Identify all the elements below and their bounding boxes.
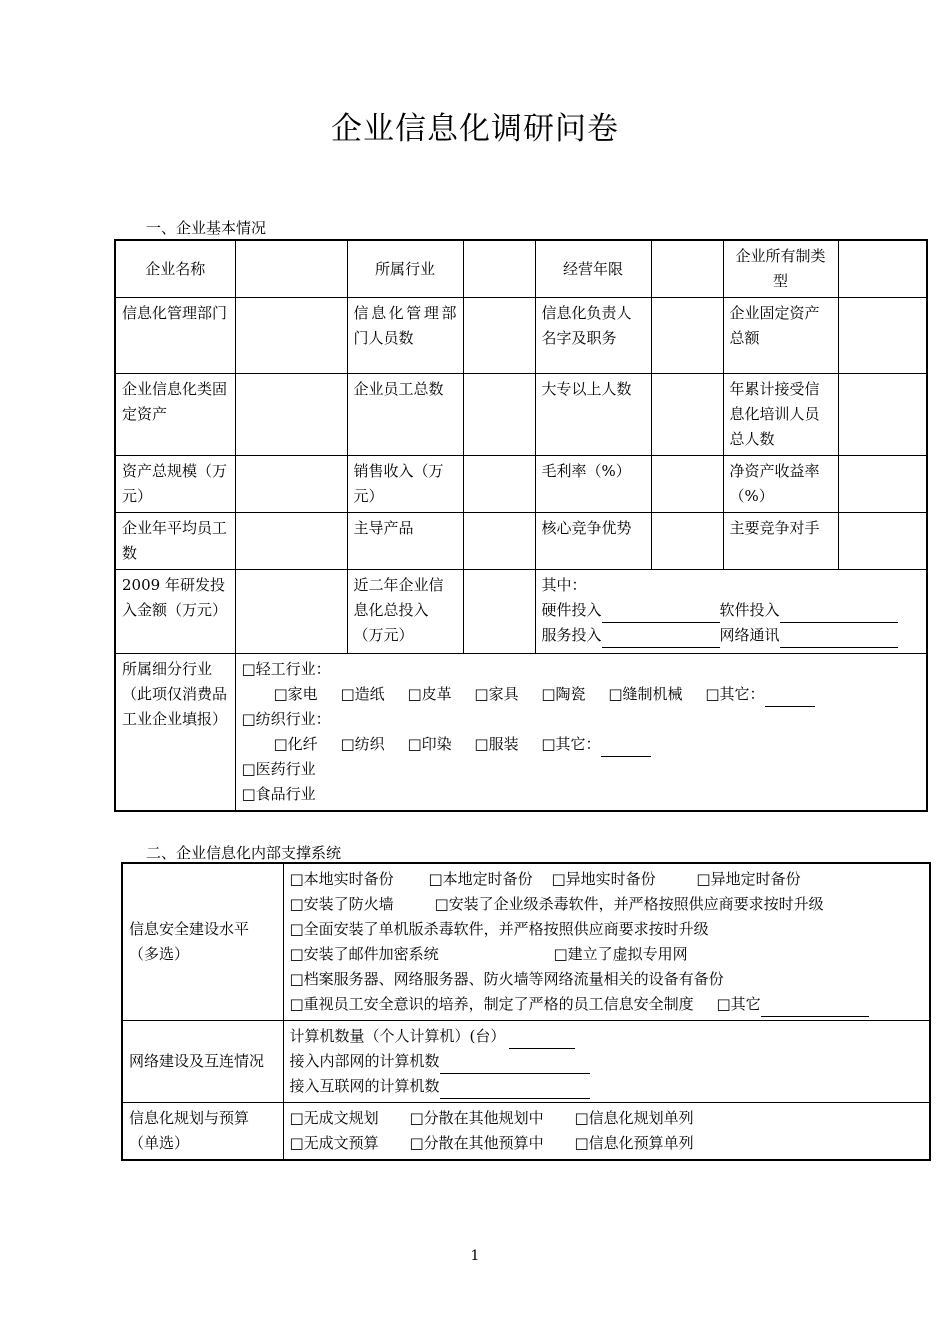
option-firewall[interactable]: □安装了防火墙 <box>289 895 394 913</box>
security-options <box>283 863 930 1021</box>
label-internet-count: 接入互联网的计算机数 <box>289 1077 440 1095</box>
label-sales: 销售收入（万元） <box>347 456 463 513</box>
option-plan-in-other[interactable]: □分散在其他规划中 <box>409 1109 544 1127</box>
option-local-scheduled-backup[interactable]: □本地定时备份 <box>428 870 533 888</box>
section2-heading: 二、企业信息化内部支撑系统 <box>146 844 342 862</box>
input-college-count[interactable] <box>651 374 723 456</box>
internet-count-field[interactable] <box>440 1080 590 1099</box>
light-other-field[interactable] <box>765 688 815 707</box>
option-mail-encryption[interactable]: □安装了邮件加密系统 <box>289 945 439 963</box>
option-ceramic[interactable]: □陶瓷 <box>541 685 586 703</box>
label-sub-industry: 所属细分行业（此项仅消费品工业企业填报） <box>115 654 235 812</box>
security-other-field[interactable] <box>761 998 869 1017</box>
sw-label: 软件投入 <box>719 601 780 619</box>
label-fixed-assets: 企业固定资产总额 <box>723 298 838 374</box>
investment-breakdown <box>535 570 927 654</box>
label-core-advantage: 核心竞争优势 <box>535 513 651 570</box>
hw-label: 硬件投入 <box>541 601 602 619</box>
section1-heading: 一、企业基本情况 <box>146 219 267 237</box>
intranet-count-field[interactable] <box>440 1055 590 1074</box>
option-enterprise-antivirus[interactable]: □安装了企业级杀毒软件，并严格按照供应商要求按时升级 <box>434 895 824 913</box>
planning-options <box>283 1103 930 1161</box>
input-rd-2009[interactable] <box>235 570 347 654</box>
pc-count-field[interactable] <box>509 1030 575 1049</box>
input-core-advantage[interactable] <box>651 513 723 570</box>
option-light-other[interactable]: □其它： <box>705 685 765 703</box>
option-remote-realtime-backup[interactable]: □异地实时备份 <box>551 870 656 888</box>
label-it-fixed-assets: 企业信息化类固定资产 <box>115 374 235 456</box>
option-budget-separate[interactable]: □信息化预算单列 <box>574 1134 694 1152</box>
textile-other-field[interactable] <box>601 738 651 757</box>
option-no-budget[interactable]: □无成文预算 <box>289 1134 379 1152</box>
option-no-plan[interactable]: □无成文规划 <box>289 1109 379 1127</box>
input-avg-employees[interactable] <box>235 513 347 570</box>
label-industry: 所属行业 <box>347 240 463 298</box>
sub-industry-options <box>235 654 927 812</box>
input-it-investment[interactable] <box>463 570 535 654</box>
label-total-assets: 资产总规模（万元） <box>115 456 235 513</box>
option-local-realtime-backup[interactable]: □本地实时备份 <box>289 870 394 888</box>
option-leather[interactable]: □皮革 <box>407 685 452 703</box>
option-spinning[interactable]: □纺织 <box>340 735 385 753</box>
option-textile-industry[interactable]: □纺织行业： <box>241 710 331 728</box>
input-company-name[interactable] <box>235 240 347 298</box>
input-it-dept-staff[interactable] <box>463 298 535 374</box>
option-food[interactable]: □食品行业 <box>241 785 316 803</box>
internal-support-table <box>121 862 931 1161</box>
label-ownership-type: 企业所有制类型 <box>723 240 838 298</box>
option-paper[interactable]: □造纸 <box>340 685 385 703</box>
label-college-count: 大专以上人数 <box>535 374 651 456</box>
option-security-other[interactable]: □其它 <box>716 995 761 1013</box>
option-furniture[interactable]: □家具 <box>474 685 519 703</box>
label-main-product: 主导产品 <box>347 513 463 570</box>
net-label: 网络通讯 <box>719 626 780 644</box>
page-number: 1 <box>470 1248 480 1264</box>
label-network-construction: 网络建设及互连情况 <box>122 1021 283 1103</box>
label-it-trained: 年累计接受信息化培训人员总人数 <box>723 374 838 456</box>
option-sewing-machinery[interactable]: □缝制机械 <box>608 685 683 703</box>
label-roe: 净资产收益率（%） <box>723 456 838 513</box>
input-total-assets[interactable] <box>235 456 347 513</box>
option-pharma[interactable]: □医药行业 <box>241 760 316 778</box>
svc-label: 服务投入 <box>541 626 602 644</box>
label-security-level: 信息安全建设水平（多选） <box>122 863 283 1021</box>
input-main-product[interactable] <box>463 513 535 570</box>
label-rd-2009: 2009 年研发投入金额（万元） <box>115 570 235 654</box>
page-title: 企业信息化调研问卷 <box>331 111 619 147</box>
option-remote-scheduled-backup[interactable]: □异地定时备份 <box>696 870 801 888</box>
input-industry[interactable] <box>463 240 535 298</box>
option-device-backup[interactable]: □档案服务器、网络服务器、防火墙等网络流量相关的设备有备份 <box>289 970 724 988</box>
input-fixed-assets[interactable] <box>838 298 927 374</box>
input-total-employees[interactable] <box>463 374 535 456</box>
input-ownership-type[interactable] <box>838 240 927 298</box>
svc-field[interactable] <box>602 629 720 648</box>
label-it-dept: 信息化管理部门 <box>115 298 235 374</box>
label-competitors: 主要竞争对手 <box>723 513 838 570</box>
option-appliance[interactable]: □家电 <box>273 685 318 703</box>
input-it-dept[interactable] <box>235 298 347 374</box>
label-company-name: 企业名称 <box>115 240 235 298</box>
input-competitors[interactable] <box>838 513 927 570</box>
input-it-trained[interactable] <box>838 374 927 456</box>
label-it-head: 信息化负责人名字及职务 <box>535 298 651 374</box>
label-years-operation: 经营年限 <box>535 240 651 298</box>
option-vpn[interactable]: □建立了虚拟专用网 <box>553 945 688 963</box>
option-plan-separate[interactable]: □信息化规划单列 <box>574 1109 694 1127</box>
breakdown-intro: 其中： <box>541 576 587 594</box>
label-it-dept-staff: 信息化管理部门人员数 <box>347 298 463 374</box>
label-gross-margin: 毛利率（%） <box>535 456 651 513</box>
option-security-awareness[interactable]: □重视员工安全意识的培养，制定了严格的员工信息安全制度 <box>289 995 694 1013</box>
label-it-planning: 信息化规划与预算（单选） <box>122 1103 283 1161</box>
input-roe[interactable] <box>838 456 927 513</box>
input-it-head[interactable] <box>651 298 723 374</box>
option-apparel[interactable]: □服装 <box>474 735 519 753</box>
sw-field[interactable] <box>780 604 898 623</box>
hw-field[interactable] <box>602 604 720 623</box>
option-dyeing[interactable]: □印染 <box>407 735 452 753</box>
option-budget-in-other[interactable]: □分散在其他预算中 <box>409 1134 544 1152</box>
net-field[interactable] <box>780 629 898 648</box>
label-intranet-count: 接入内部网的计算机数 <box>289 1052 440 1070</box>
basic-info-table <box>114 239 928 812</box>
option-light-industry[interactable]: □轻工行业： <box>241 660 331 678</box>
option-textile-other[interactable]: □其它： <box>541 735 601 753</box>
label-total-employees: 企业员工总数 <box>347 374 463 456</box>
label-pc-count: 计算机数量（个人计算机）(台） <box>289 1027 506 1045</box>
label-it-investment: 近二年企业信息化总投入（万元） <box>347 570 463 654</box>
option-desktop-antivirus[interactable]: □全面安装了单机版杀毒软件，并严格按照供应商要求按时升级 <box>289 920 709 938</box>
network-fields <box>283 1021 930 1103</box>
input-gross-margin[interactable] <box>651 456 723 513</box>
input-years-operation[interactable] <box>651 240 723 298</box>
label-avg-employees: 企业年平均员工数 <box>115 513 235 570</box>
input-sales[interactable] <box>463 456 535 513</box>
input-it-fixed-assets[interactable] <box>235 374 347 456</box>
option-chemical-fiber[interactable]: □化纤 <box>273 735 318 753</box>
